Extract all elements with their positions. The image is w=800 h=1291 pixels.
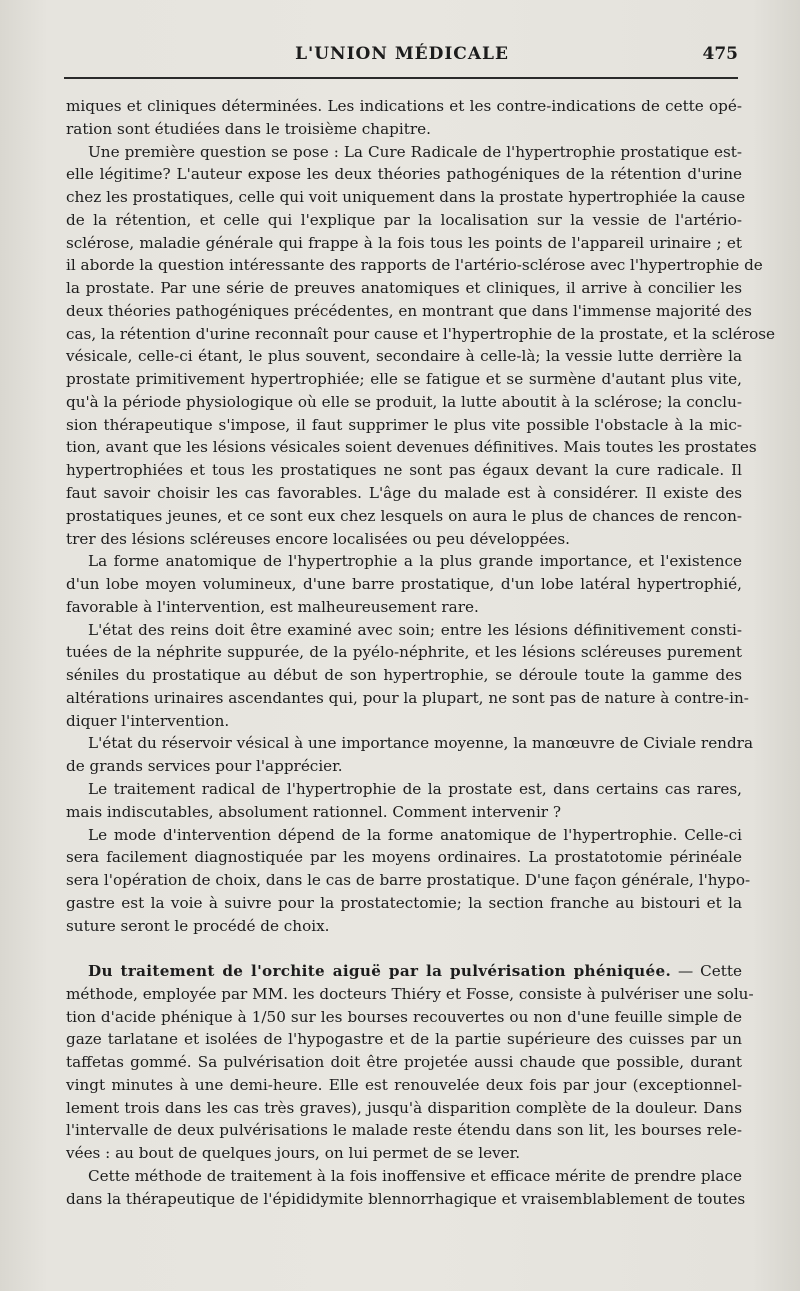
text-line: trer des lésions scléreuses encore localisées ou peu développées.: [66, 529, 570, 548]
text-line: L'état des reins doit être examiné avec soin; entre les lésions définitivement consti-: [88, 620, 742, 639]
text-line: de la rétention, et celle qui l'explique par la localisation sur la vessie de l'artério-: [66, 210, 742, 229]
text-line: vésicale, celle-ci étant, le plus souvent, secondaire à celle-là; la vessie lutte derrière la: [66, 347, 742, 366]
text-line: [66, 960, 742, 983]
text-line: suture seront le procédé de choix.: [66, 916, 330, 935]
text-line: sera facilement diagnostiquée par les moyens ordinaires. La prostatotomie périnéale: [66, 848, 742, 867]
text-line: favorable à l'intervention, est malheureusement rare.: [66, 597, 479, 616]
text-line: d'un lobe moyen volumineux, d'une barre prostatique, d'un lobe latéral hypertrophié,: [66, 575, 742, 594]
text-line: lement trois dans les cas très graves), jusqu'à disparition complète de la douleur. Dans: [66, 1098, 742, 1117]
text-line: faut savoir choisir les cas favorables. L'âge du malade est à considérer. Il existe des: [66, 484, 742, 503]
text-line: Le traitement radical de l'hypertrophie de la prostate est, dans certains cas rares,: [88, 779, 742, 798]
text-line: vées : au bout de quelques jours, on lui permet de se lever.: [66, 1144, 521, 1163]
text-line: de grands services pour l'apprécier.: [66, 757, 343, 776]
text-line: L'état du réservoir vésical à une importance moyenne, la manœuvre de Civiale rendra: [88, 734, 753, 753]
section-heading: Du traitement de l'orchite aiguë par la pulvérisation phéniquée.: [88, 962, 672, 981]
text-line: tion d'acide phénique à 1/50 sur les bourses recouvertes ou non d'une feuille simple de: [66, 1007, 742, 1026]
page-header: [66, 44, 738, 74]
text-line: elle légitime? L'auteur expose les deux théories pathogéniques de la rétention d'urine: [66, 165, 742, 184]
header-rule: [64, 77, 738, 79]
text-line: gastre est la voie à suivre pour la prostatectomie; la section franche au bistouri et la: [66, 893, 742, 912]
text-line: sion thérapeutique s'impose, il faut supprimer le plus vite possible l'obstacle à la mic-: [66, 415, 742, 434]
text-line: prostate primitivement hypertrophiée; elle se fatigue et se surmène d'autant plus vite,: [66, 370, 742, 389]
text-line: dans la thérapeutique de l'épididymite blennorrhagique et vraisemblablement de toutes: [66, 1189, 746, 1208]
text-line: ration sont étudiées dans le troisième chapitre.: [66, 119, 431, 138]
text-line: taffetas gommé. Sa pulvérisation doit être projetée aussi chaude que possible, durant: [66, 1053, 742, 1072]
text-line: Une première question se pose : La Cure Radicale de l'hypertrophie prostatique est-: [88, 142, 742, 161]
text-line: la prostate. Par une série de preuves anatomiques et cliniques, il arrive à concilier les: [66, 279, 742, 298]
body-text: [66, 95, 776, 1211]
text-line: tuées de la néphrite suppurée, de la pyélo-néphrite, et les lésions scléreuses purement: [66, 643, 742, 662]
page-number: 475: [702, 44, 738, 64]
text-line: prostatiques jeunes, et ce sont eux chez lesquels on aura le plus de chances de rencon-: [66, 506, 742, 525]
text-line: qu'à la période physiologique où elle se produit, la lutte aboutit à la sclérose; la conclu-: [66, 392, 742, 411]
text-line: tion, avant que les lésions vésicales soient devenues définitives. Mais toutes les prostates: [66, 438, 757, 457]
text-line: l'intervalle de deux pulvérisations le malade reste étendu dans son lit, les bourses rele-: [66, 1121, 742, 1140]
text-line: Le mode d'intervention dépend de la forme anatomique de l'hypertrophie. Celle-ci: [88, 825, 742, 844]
text-line: sclérose, maladie générale qui frappe à la fois tous les points de l'appareil urinaire ; et: [66, 233, 742, 252]
text-line: sera l'opération de choix, dans le cas de barre prostatique. D'une façon générale, l'hypo-: [66, 871, 751, 890]
text-line: séniles du prostatique au début de son hypertrophie, se déroule toute la gamme des: [66, 666, 742, 685]
text-line: il aborde la question intéressante des rapports de l'artério-sclérose avec l'hypertrophie de: [66, 256, 763, 275]
text-line: La forme anatomique de l'hypertrophie a la plus grande importance, et l'existence: [88, 552, 742, 571]
text-line: méthode, employée par MM. les docteurs Thiéry et Fosse, consiste à pulvériser une solu-: [66, 984, 754, 1003]
section-heading-tail: — Cette: [671, 962, 742, 981]
text-line: chez les prostatiques, celle qui voit uniquement dans la prostate hypertrophiée la cause: [66, 188, 746, 207]
text-line: miques et cliniques déterminées. Les indications et les contre-indications de cette opé-: [66, 97, 742, 115]
text-line: hypertrophiées et tous les prostatiques ne sont pas égaux devant la cure radicale. Il: [66, 461, 742, 480]
text-line: gaze tarlatane et isolées de l'hypogastre et de la partie supérieure des cuisses par un: [66, 1030, 742, 1049]
text-line: diquer l'intervention.: [66, 711, 230, 730]
text-line: [66, 937, 742, 960]
text-line: Cette méthode de traitement à la fois inoffensive et efficace mérite de prendre place: [88, 1166, 742, 1185]
text-line: vingt minutes à une demi-heure. Elle est renouvelée deux fois par jour (exceptionnel-: [66, 1075, 742, 1094]
running-title: L'UNION MÉDICALE: [295, 44, 509, 64]
text-line: altérations urinaires ascendantes qui, pour la plupart, ne sont pas de nature à contre-in-: [66, 688, 749, 707]
text-line: deux théories pathogéniques précédentes, en montrant que dans l'immense majorité des: [66, 301, 752, 320]
text-line: mais indiscutables, absolument rationnel. Comment intervenir ?: [66, 802, 562, 821]
text-line: cas, la rétention d'urine reconnaît pour cause et l'hypertrophie de la prostate, et la sclérose: [66, 324, 776, 343]
